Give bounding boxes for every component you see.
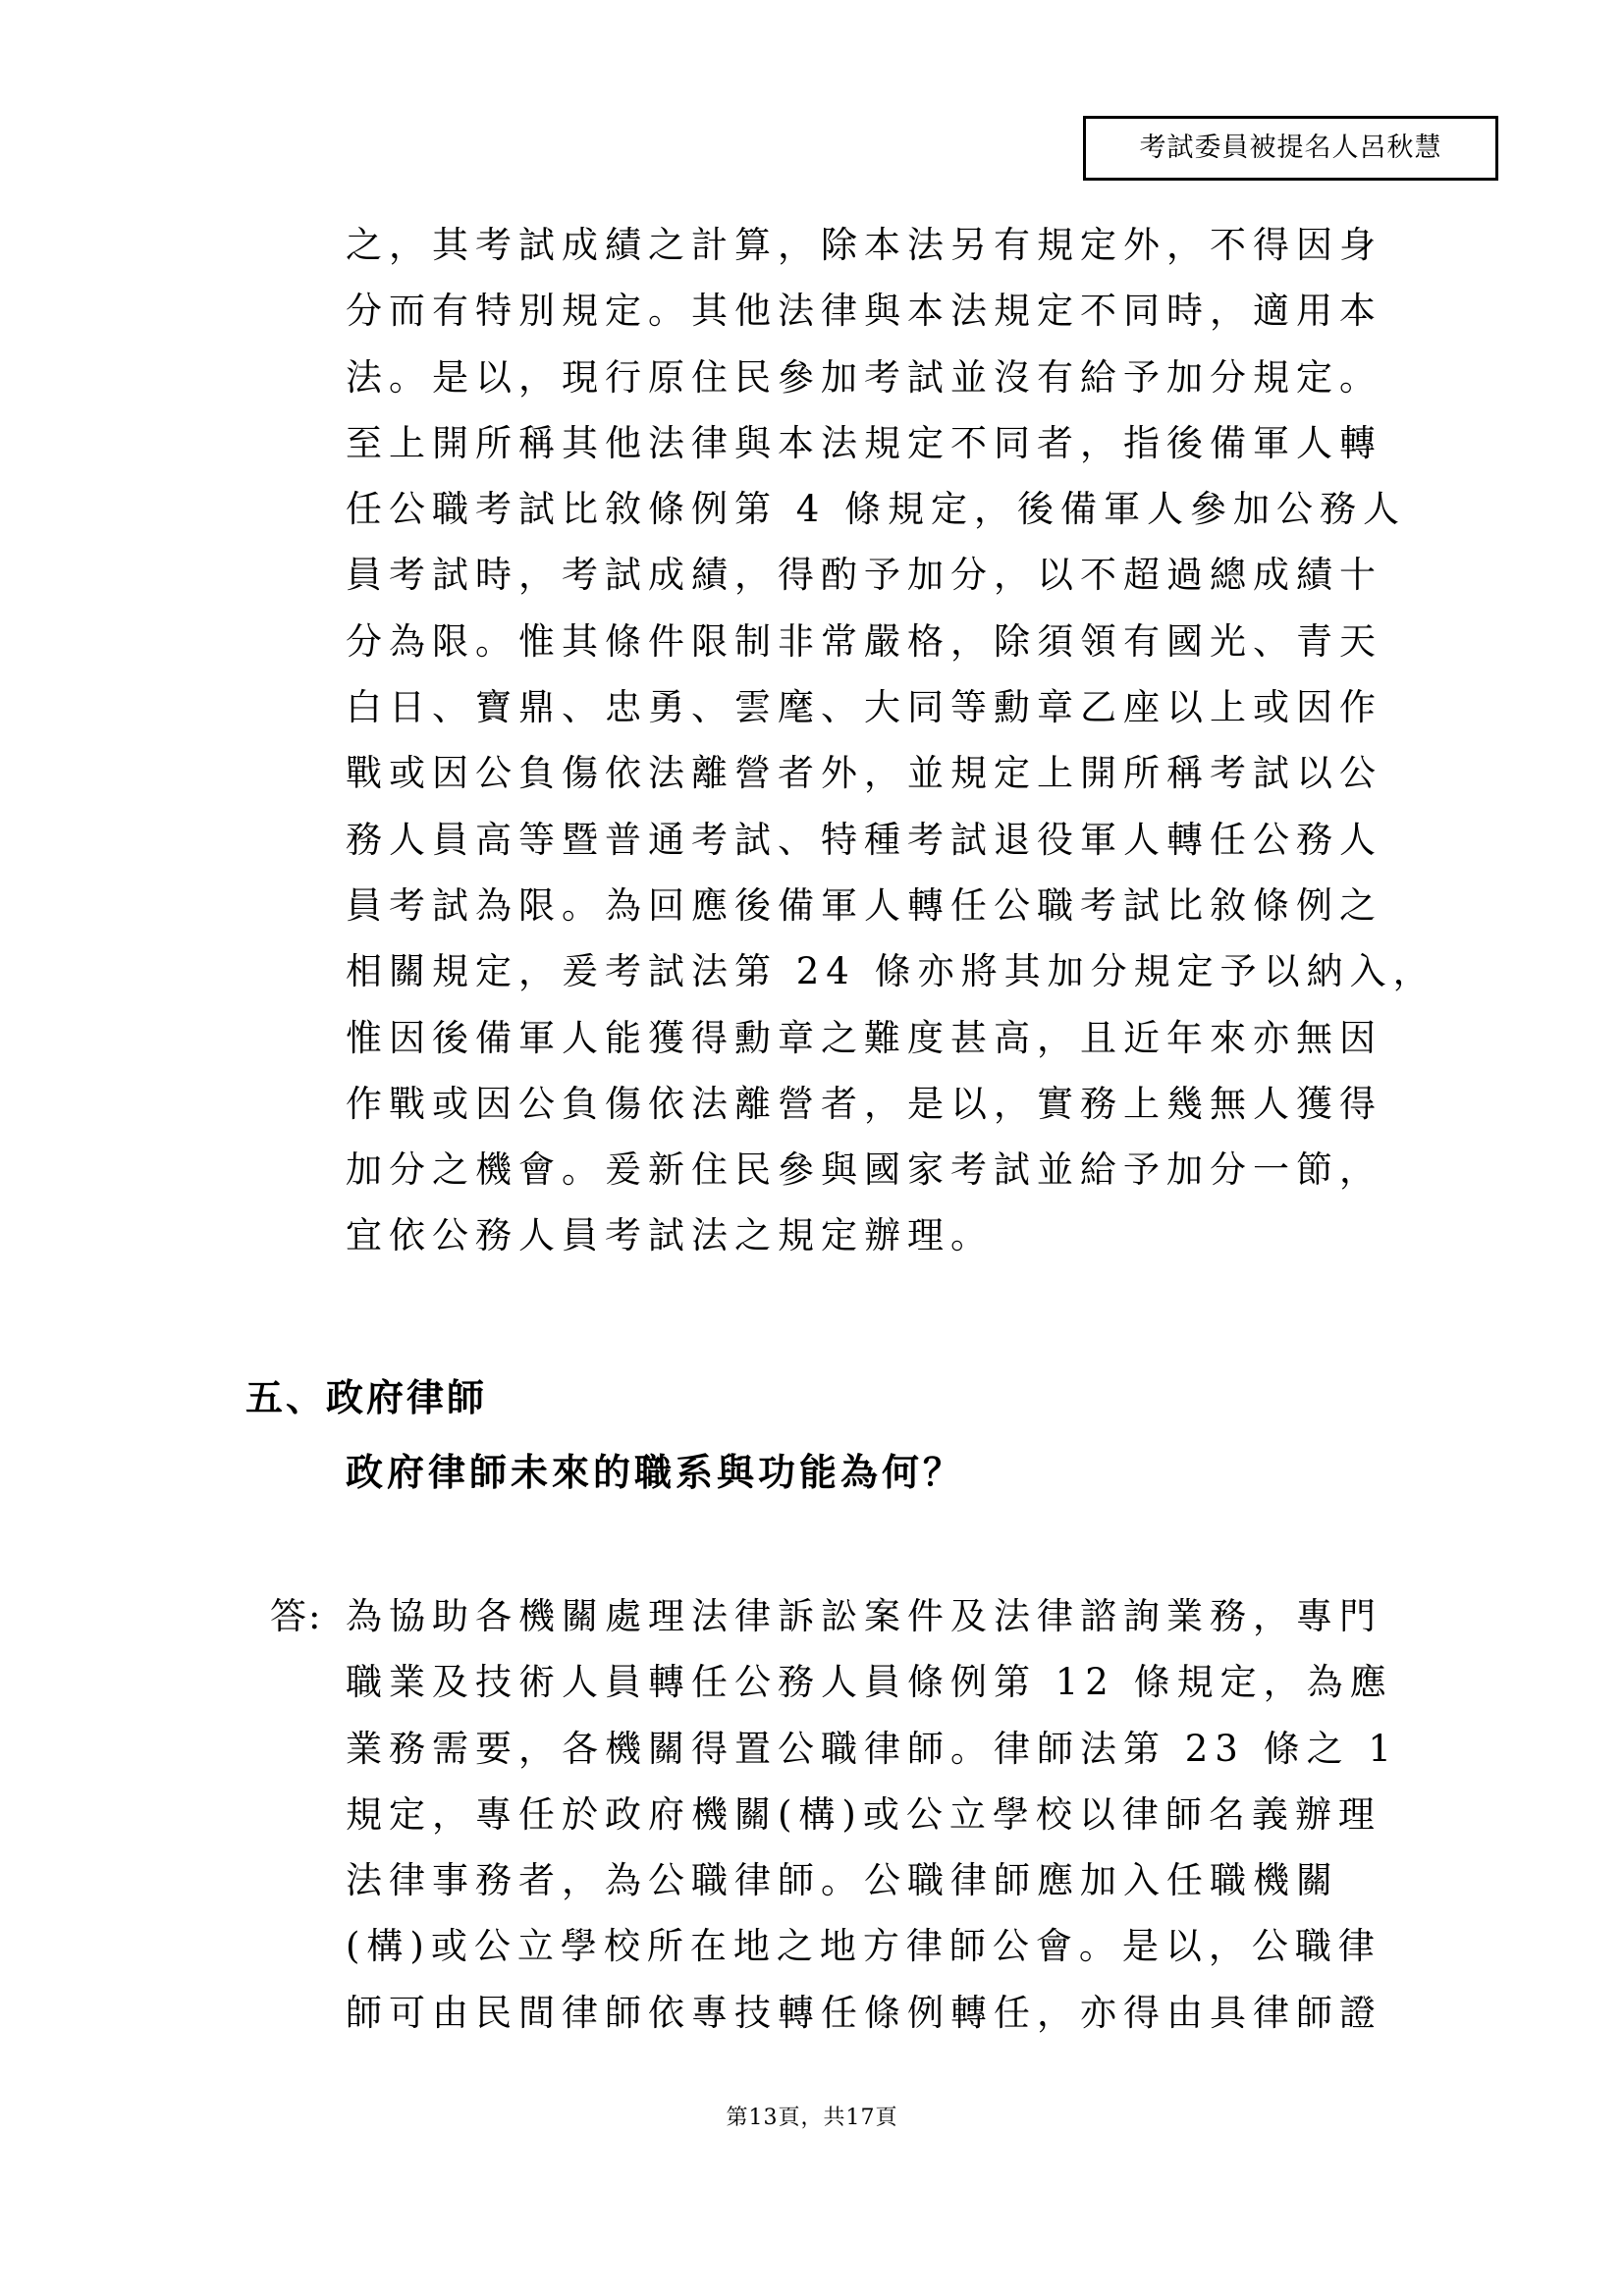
text-line: 業務需要，各機關得置公職律師。律師法第 23 條之 1 <box>346 1727 1398 1770</box>
text-line: 相關規定，爰考試法第 24 條亦將其加分規定予以納入， <box>346 950 1436 993</box>
answer-paragraph <box>346 1583 1398 2046</box>
text-line: (構)或公立學校所在地之地方律師公會。是以，公職律 <box>346 1925 1381 1968</box>
page-number: 第13頁，共17頁 <box>726 2106 898 2130</box>
text-line: 宜依公務人員考試法之規定辦理。 <box>346 1214 994 1257</box>
section-question: 政府律師未來的職系與功能為何？ <box>346 1450 965 1494</box>
text-line: 分為限。惟其條件限制非常嚴格，除須領有國光、青天 <box>346 619 1382 663</box>
body-paragraph <box>346 212 1436 1269</box>
text-line: 加分之機會。爰新住民參與國家考試並給予加分一節， <box>346 1148 1382 1192</box>
section-heading: 五、政府律師 <box>245 1375 488 1419</box>
text-line: 戰或因公負傷依法離營者外，並規定上開所稱考試以公 <box>346 752 1382 795</box>
text-line: 白日、寶鼎、忠勇、雲麾、大同等勳章乙座以上或因作 <box>346 686 1382 729</box>
text-line: 為協助各機關處理法律訴訟案件及法律諮詢業務，專門 <box>346 1595 1382 1637</box>
text-line: 任公職考試比敘條例第 4 條規定，後備軍人參加公務人 <box>346 488 1407 531</box>
text-line: 員考試為限。為回應後備軍人轉任公職考試比敘條例之 <box>346 883 1382 927</box>
text-line: 師可由民間律師依專技轉任條例轉任，亦得由具律師證 <box>346 1991 1382 2034</box>
document-header-label: 考試委員被提名人呂秋慧 <box>1083 116 1498 181</box>
answer-label: 答: <box>270 1595 323 1637</box>
text-line: 惟因後備軍人能獲得勳章之難度甚高，且近年來亦無因 <box>346 1016 1382 1059</box>
text-line: 分而有特別規定。其他法律與本法規定不同時，適用本 <box>346 290 1382 333</box>
text-line: 職業及技術人員轉任公務人員條例第 12 條規定，為應 <box>346 1661 1393 1704</box>
text-line: 法。是以，現行原住民參加考試並沒有給予加分規定。 <box>346 355 1382 399</box>
text-line: 務人員高等暨普通考試、特種考試退役軍人轉任公務人 <box>346 818 1382 861</box>
text-line: 法律事務者，為公職律師。公職律師應加入任職機關 <box>346 1859 1339 1902</box>
text-line: 作戰或因公負傷依法離營者，是以，實務上幾無人獲得 <box>346 1082 1382 1125</box>
text-line: 員考試時，考試成績，得酌予加分，以不超過總成績十 <box>346 554 1382 597</box>
text-line: 規定，專任於政府機關(構)或公立學校以律師名義辦理 <box>346 1792 1381 1836</box>
text-line: 之，其考試成績之計算，除本法另有規定外，不得因身 <box>346 224 1382 266</box>
text-line: 至上開所稱其他法律與本法規定不同者，指後備軍人轉 <box>346 421 1382 464</box>
